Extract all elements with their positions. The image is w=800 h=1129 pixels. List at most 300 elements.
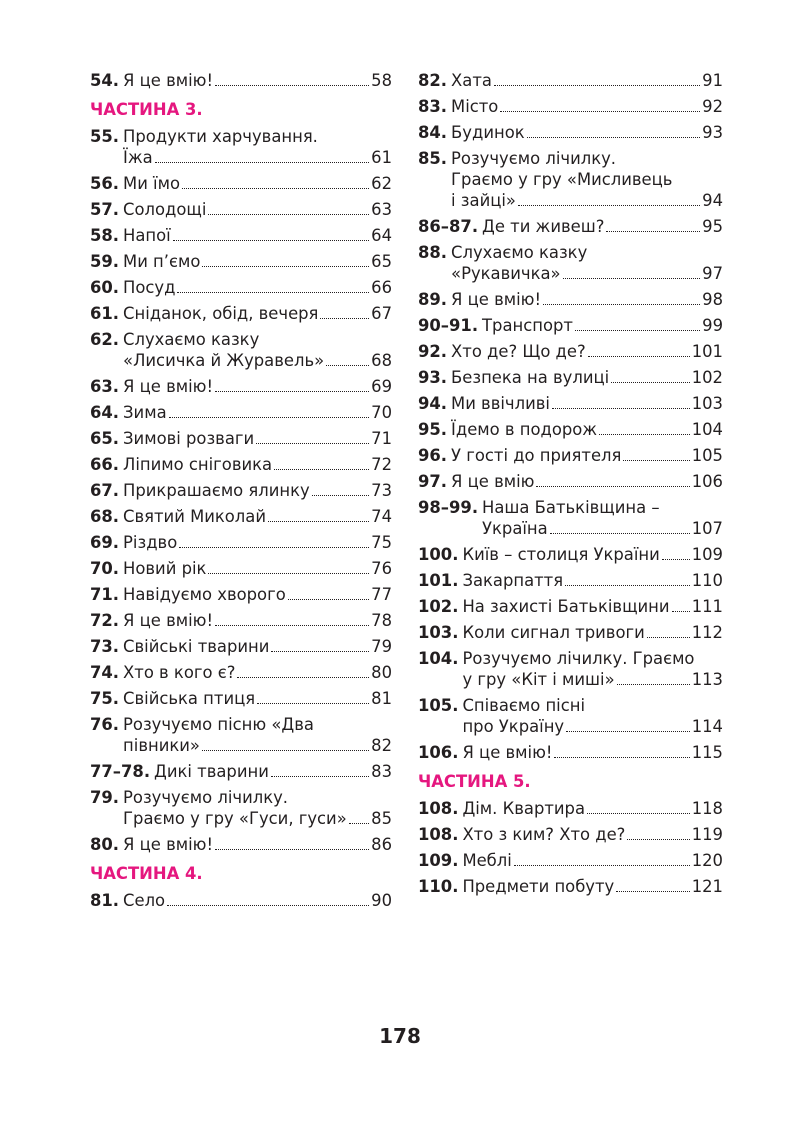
toc-entry-main (90, 329, 392, 371)
toc-entry-page: 114 (691, 716, 723, 736)
toc-entry (418, 821, 723, 847)
toc-entry-page: 103 (691, 393, 723, 413)
toc-entry-main (90, 787, 392, 829)
toc-entry-page: 81 (371, 688, 392, 708)
toc-entry-title-line (462, 824, 723, 845)
toc-entry-number: 94. (418, 393, 448, 413)
toc-entry-number: 64. (90, 402, 120, 422)
toc-entry-number: 67. (90, 480, 120, 500)
toc-entry-title (123, 70, 392, 91)
toc-entry-title (451, 242, 723, 284)
toc-entry-main (418, 648, 723, 690)
toc-entry (418, 442, 723, 468)
toc-entry (90, 196, 392, 222)
toc-entry-title (123, 277, 392, 298)
toc-entry-title (451, 445, 723, 466)
toc-entry-number: 69. (90, 532, 120, 552)
toc-entry-title (451, 70, 723, 91)
dot-leader (215, 85, 369, 86)
toc-entry-title (123, 303, 392, 324)
dot-leader (257, 703, 369, 704)
toc-entry-number: 105. (418, 695, 459, 715)
toc-entry (90, 399, 392, 425)
toc-entry-number: 86–87. (418, 216, 479, 236)
toc-entry-title (462, 622, 723, 643)
toc-entry-title (462, 596, 723, 617)
toc-entry (418, 873, 723, 899)
toc-entry (90, 887, 392, 913)
toc-entry-title-line (451, 169, 723, 190)
toc-entry-title-text: Я це вмію! (451, 289, 542, 309)
dot-leader (662, 559, 690, 560)
toc-entry-main (90, 126, 392, 168)
toc-entry-title (123, 636, 392, 657)
toc-entry-main (418, 70, 723, 91)
toc-entry-title-text: «Лисичка й Журавель» (123, 350, 325, 370)
toc-entry (90, 659, 392, 685)
toc-entry-title (123, 532, 392, 553)
toc-entry (90, 123, 392, 170)
dot-leader (288, 599, 369, 600)
toc-entry-number: 54. (90, 70, 120, 90)
toc-entry (418, 213, 723, 239)
toc-entry-title (482, 315, 723, 336)
dot-leader (575, 330, 700, 331)
toc-entry (418, 119, 723, 145)
toc-entry-main (418, 122, 723, 143)
dot-leader (599, 434, 690, 435)
toc-entry-number: 103. (418, 622, 459, 642)
toc-entry-title (451, 289, 723, 310)
toc-entry (90, 451, 392, 477)
toc-entry-title-text: Солодощі (123, 199, 207, 219)
toc-entry (418, 312, 723, 338)
toc-entry-main (418, 367, 723, 388)
toc-entry-title-line (462, 622, 723, 643)
toc-entry-main (418, 96, 723, 117)
toc-entry-title (154, 761, 392, 782)
dot-leader (274, 469, 369, 470)
toc-entry-title-line (451, 96, 723, 117)
dot-leader (616, 891, 689, 892)
toc-entry-title-line (123, 225, 392, 246)
toc-entry-title-text: Святий Миколай (123, 506, 266, 526)
toc-entry-main (90, 199, 392, 220)
toc-entry-number: 60. (90, 277, 120, 297)
toc-entry-title (123, 251, 392, 272)
toc-entry-title (123, 126, 392, 168)
toc-entry (90, 529, 392, 555)
toc-entry-page: 104 (691, 419, 723, 439)
toc-entry-number: 90–91. (418, 315, 479, 335)
toc-entry-number: 110. (418, 876, 459, 896)
toc-entry (90, 248, 392, 274)
toc-entry-title-line (123, 303, 392, 324)
dot-leader (588, 356, 690, 357)
toc-entry (418, 494, 723, 541)
toc-entry (418, 619, 723, 645)
toc-entry-main (90, 636, 392, 657)
toc-entry-number: 74. (90, 662, 120, 682)
toc-entry (90, 633, 392, 659)
toc-entry-page: 63 (371, 199, 392, 219)
toc-entry-title-line (123, 70, 392, 91)
toc-entry-title (123, 199, 392, 220)
toc-entry-number: 61. (90, 303, 120, 323)
toc-entry-main (418, 315, 723, 336)
toc-entry-main (418, 742, 723, 763)
toc-entry-main (418, 471, 723, 492)
toc-entry (90, 711, 392, 758)
toc-entry (90, 555, 392, 581)
toc-entry-title (123, 584, 392, 605)
toc-entry-number: 101. (418, 570, 459, 590)
toc-entry-page: 99 (702, 315, 723, 335)
toc-entry-main (90, 584, 392, 605)
toc-entry-title (462, 798, 723, 819)
toc-entry (90, 170, 392, 196)
toc-entry (90, 425, 392, 451)
toc-entry-title (123, 662, 392, 683)
toc-entry-title-text: Співаємо пісні (462, 695, 586, 715)
toc-entry (418, 847, 723, 873)
toc-entry-title (123, 787, 392, 829)
toc-entry-title-text: Граємо у гру «Мисливець (451, 169, 673, 189)
dot-leader (155, 162, 369, 163)
toc-entry-main (90, 277, 392, 298)
toc-entry-title-line (462, 850, 723, 871)
toc-entry-title-line (123, 251, 392, 272)
dot-leader (173, 240, 369, 241)
toc-entry-number: 93. (418, 367, 448, 387)
toc-entry-number: 102. (418, 596, 459, 616)
dot-leader (587, 813, 690, 814)
toc-entry-title-line (451, 263, 723, 284)
toc-entry-title-text: На захисті Батьківщини (462, 596, 670, 616)
toc-entry-title-text: Ми п’ємо (123, 251, 201, 271)
toc-entry-page: 61 (371, 147, 392, 167)
toc-entry-title-text: Україна (482, 518, 548, 538)
toc-entry (418, 239, 723, 286)
toc-entry-title-text: Предмети побуту (462, 876, 615, 896)
toc-entry-title-line (123, 610, 392, 631)
toc-entry (418, 645, 723, 692)
toc-entry-title (462, 648, 723, 690)
toc-entry-number: 77–78. (90, 761, 151, 781)
toc-entry-number: 92. (418, 341, 448, 361)
toc-entry-title-text: Будинок (451, 122, 525, 142)
toc-entry-title-line (123, 735, 392, 756)
toc-entry-page: 77 (371, 584, 392, 604)
toc-entry (418, 364, 723, 390)
toc-entry-title-line (462, 648, 723, 669)
toc-entry-number: 73. (90, 636, 120, 656)
toc-entry (418, 739, 723, 765)
dot-leader (208, 573, 369, 574)
toc-entry (90, 831, 392, 857)
dot-leader (554, 757, 689, 758)
toc-entry-title-line (451, 289, 723, 310)
toc-entry-title-text: Транспорт (482, 315, 573, 335)
dot-leader (563, 278, 701, 279)
dot-leader (215, 625, 369, 626)
toc-entry-number: 96. (418, 445, 448, 465)
toc-entry-page: 76 (371, 558, 392, 578)
dot-leader (167, 905, 369, 906)
toc-entry-page: 85 (371, 808, 392, 828)
toc-entry-number: 76. (90, 714, 120, 734)
toc-entry-title-text: Посуд (123, 277, 176, 297)
toc-entry-page: 115 (691, 742, 723, 762)
toc-entry-title-line (123, 506, 392, 527)
toc-entry-title (123, 480, 392, 501)
toc-entry-title-text: «Рукавичка» (451, 263, 561, 283)
toc-right-column (418, 67, 723, 899)
toc-entry-number: 72. (90, 610, 120, 630)
section-heading: ЧАСТИНА 4. (90, 864, 203, 883)
toc-entry-page: 92 (702, 96, 723, 116)
toc-entry-main (418, 242, 723, 284)
toc-entry-title-text: Хата (451, 70, 492, 90)
toc-entry-page: 70 (371, 402, 392, 422)
toc-entry (418, 468, 723, 494)
toc-entry-title-text: Наша Батьківщина – (482, 497, 660, 517)
section-heading: ЧАСТИНА 3. (90, 100, 203, 119)
toc-entry-main (418, 419, 723, 440)
toc-entry-title (123, 428, 392, 449)
toc-entry-main (90, 890, 392, 911)
toc-entry-number: 82. (418, 70, 448, 90)
toc-entry-main (90, 376, 392, 397)
toc-entry-main (418, 824, 723, 845)
toc-entry-title-text: Свійські тварини (123, 636, 270, 656)
toc-entry-title-line (123, 636, 392, 657)
toc-entry-title (123, 610, 392, 631)
page-number: 178 (379, 1024, 421, 1048)
toc-entry-title-line (482, 216, 723, 237)
toc-entry-main (418, 341, 723, 362)
toc-entry-title-line (123, 147, 392, 168)
toc-entry-main (418, 497, 723, 539)
toc-entry-page: 98 (702, 289, 723, 309)
dot-leader (518, 205, 700, 206)
toc-entry-title-line (482, 315, 723, 336)
toc-entry (418, 390, 723, 416)
toc-entry-main (418, 798, 723, 819)
toc-entry-main (418, 570, 723, 591)
toc-entry (90, 607, 392, 633)
toc-entry-page: 62 (371, 173, 392, 193)
toc-entry-page: 67 (371, 303, 392, 323)
dot-leader (179, 547, 369, 548)
toc-entry-number: 88. (418, 242, 448, 262)
toc-entry-title-text: Розучуємо лічилку. (451, 148, 617, 168)
toc-entry-title (451, 341, 723, 362)
toc-entry-title-text: Розучуємо пісню «Два (123, 714, 314, 734)
toc-entry (418, 338, 723, 364)
dot-leader (208, 214, 369, 215)
toc-entry-number: 81. (90, 890, 120, 910)
toc-entry-title-line (123, 454, 392, 475)
toc-entry-number: 57. (90, 199, 120, 219)
toc-entry-page: 71 (371, 428, 392, 448)
toc-entry-page: 110 (691, 570, 723, 590)
toc-entry-title (123, 688, 392, 709)
toc-entry-number: 84. (418, 122, 448, 142)
toc-entry-title-line (123, 787, 392, 808)
toc-entry-title-line (462, 695, 723, 716)
toc-entry-title-text: Дикі тварини (154, 761, 269, 781)
toc-entry-title-line (154, 761, 392, 782)
toc-entry-page: 75 (371, 532, 392, 552)
toc-entry-title-text: Я це вмію! (123, 610, 214, 630)
toc-entry-main (418, 695, 723, 737)
toc-entry-title-text: Ми їмо (123, 173, 180, 193)
toc-entry-title-text: Навідуємо хворого (123, 584, 286, 604)
dot-leader (256, 443, 369, 444)
toc-entry (90, 477, 392, 503)
toc-entry-page: 113 (691, 669, 723, 689)
toc-entry-number: 89. (418, 289, 448, 309)
toc-entry-page: 95 (702, 216, 723, 236)
toc-entry (418, 692, 723, 739)
toc-entry-title-text: Зимові розваги (123, 428, 255, 448)
toc-entry-title-line (123, 376, 392, 397)
toc-entry-title-text: про Україну (462, 716, 565, 736)
toc-entry-main (90, 454, 392, 475)
dot-leader (500, 111, 700, 112)
dot-leader (215, 391, 369, 392)
dot-leader (202, 266, 369, 267)
toc-entry-page: 66 (371, 277, 392, 297)
toc-entry-title-text: Село (123, 890, 166, 910)
toc-entry-number: 66. (90, 454, 120, 474)
toc-entry-title-text: Продукти харчування. (123, 126, 318, 146)
toc-entry-page: 109 (691, 544, 723, 564)
toc-entry-title-line (451, 70, 723, 91)
toc-entry-page: 73 (371, 480, 392, 500)
toc-entry-title-line (123, 558, 392, 579)
toc-entry (90, 300, 392, 326)
toc-entry-number: 97. (418, 471, 448, 491)
toc-left-column (90, 67, 392, 913)
toc-entry-title-line (123, 890, 392, 911)
toc-entry-title-line (451, 341, 723, 362)
toc-entry-main (418, 445, 723, 466)
toc-entry-main (90, 251, 392, 272)
toc-entry-title-text: Слухаємо казку (451, 242, 588, 262)
toc-entry-main (90, 402, 392, 423)
toc-entry-number: 71. (90, 584, 120, 604)
dot-leader (177, 292, 369, 293)
toc-entry-page: 101 (691, 341, 723, 361)
toc-entry-main (90, 532, 392, 553)
toc-entry-title (123, 890, 392, 911)
toc-entry-page: 86 (371, 834, 392, 854)
toc-entry-title-text: Я це вмію! (123, 376, 214, 396)
toc-entry-main (90, 70, 392, 91)
toc-entry (418, 795, 723, 821)
toc-entry-page: 80 (371, 662, 392, 682)
dot-leader (182, 188, 369, 189)
toc-entry-title-text: Безпека на вулиці (451, 367, 610, 387)
toc-entry-main (90, 834, 392, 855)
toc-entry (418, 567, 723, 593)
toc-entry-title-text: Я це вмію! (462, 742, 553, 762)
toc-entry-title-text: Дім. Квартира (462, 798, 585, 818)
toc-entry (90, 222, 392, 248)
toc-entry-number: 108. (418, 798, 459, 818)
toc-entry-page: 121 (691, 876, 723, 896)
toc-entry-title-line (123, 834, 392, 855)
toc-entry-title-text: Їдемо в подорож (451, 419, 598, 439)
toc-entry-title-line (451, 471, 723, 492)
toc-entry-number: 63. (90, 376, 120, 396)
toc-entry-title-text: Сніданок, обід, вечеря (123, 303, 319, 323)
toc-entry-title (451, 148, 723, 211)
toc-entry-number: 98–99. (418, 497, 479, 517)
toc-entry-page: 74 (371, 506, 392, 526)
toc-entry (90, 685, 392, 711)
toc-entry-title-text: Я це вмію! (123, 70, 214, 90)
toc-entry-title (482, 497, 723, 539)
toc-entry (90, 581, 392, 607)
toc-entry-main (418, 622, 723, 643)
toc-entry-title-text: Граємо у гру «Гуси, гуси» (123, 808, 347, 828)
dot-leader (623, 460, 689, 461)
toc-entry-number: 56. (90, 173, 120, 193)
toc-entry-title (462, 570, 723, 591)
toc-entry-title-text: Закарпаття (462, 570, 564, 590)
dot-leader (268, 521, 369, 522)
toc-entry-title-text: Меблі (462, 850, 512, 870)
toc-entry-title-line (462, 669, 723, 690)
toc-entry-title-text: Зима (123, 402, 167, 422)
toc-entry (90, 503, 392, 529)
toc-entry-page: 112 (691, 622, 723, 642)
toc-entry-title-line (123, 402, 392, 423)
toc-entry-number: 85. (418, 148, 448, 168)
toc-entry-page: 58 (371, 70, 392, 90)
toc-entry-title (462, 544, 723, 565)
toc-entry-title-text: Київ – столиця України (462, 544, 660, 564)
toc-entry-title-text: Хто в кого є? (123, 662, 236, 682)
toc-entry-title (462, 824, 723, 845)
toc-entry-page: 111 (691, 596, 723, 616)
toc-entry-title-text: Я це вмію! (123, 834, 214, 854)
toc-entry-page: 72 (371, 454, 392, 474)
toc-entry-page: 69 (371, 376, 392, 396)
toc-entry-title-line (123, 662, 392, 683)
dot-leader (617, 684, 690, 685)
toc-entry-title (123, 506, 392, 527)
toc-entry-title-text: Хто з ким? Хто де? (462, 824, 626, 844)
toc-entry-title-line (482, 497, 723, 518)
toc-entry-title-line (462, 716, 723, 737)
toc-entry-number: 58. (90, 225, 120, 245)
toc-entry-main (90, 714, 392, 756)
toc-entry-number: 106. (418, 742, 459, 762)
toc-entry-title-text: Прикрашаємо ялинку (123, 480, 310, 500)
toc-entry-page: 82 (371, 735, 392, 755)
toc-entry-title (123, 329, 392, 371)
toc-entry-main (90, 480, 392, 501)
toc-entry-title (123, 173, 392, 194)
toc-entry-title (451, 122, 723, 143)
toc-entry-title-line (451, 367, 723, 388)
toc-entry-page: 107 (691, 518, 723, 538)
toc-entry-number: 62. (90, 329, 120, 349)
